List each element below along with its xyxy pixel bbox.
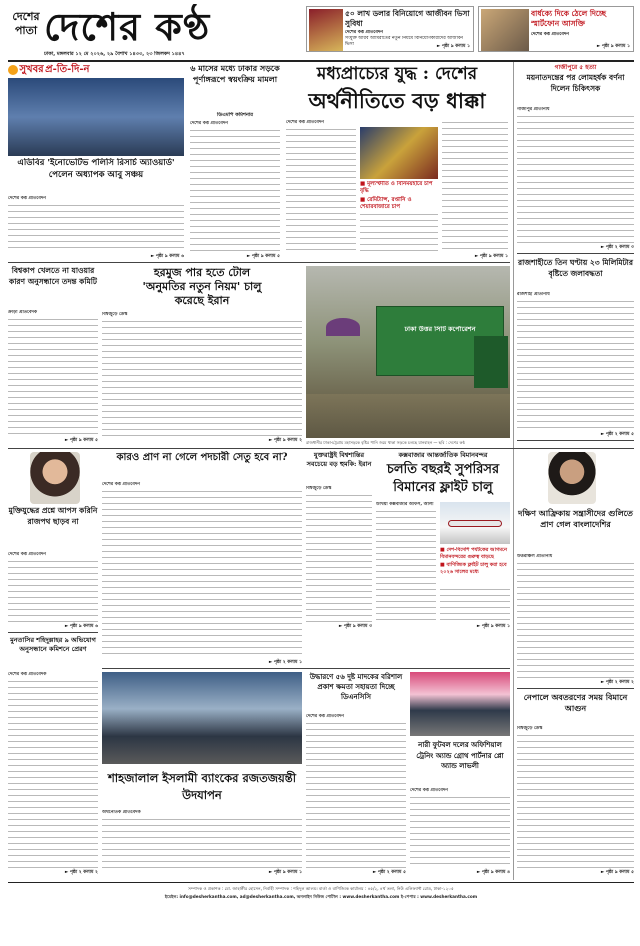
gazipur-body (517, 114, 634, 244)
bullet-icon: ■ (440, 547, 447, 553)
airport-continued[interactable]: ► পৃষ্ঠা ৯ কলাম ১ (476, 624, 510, 629)
truck-cabin (474, 336, 508, 388)
hormuz-headline-line3: করেছে ইরান (174, 294, 230, 307)
airplane-body (448, 520, 502, 527)
tagline-line1: দেশের (12, 10, 40, 23)
football-body (410, 795, 510, 869)
phone-image (481, 9, 529, 51)
nepal-source: বিশ্বজুড়ে ডেস্ক (517, 726, 543, 731)
sukhobor-body (8, 203, 184, 253)
dhaka-sub: ডিএমপি কমিশনার (216, 112, 254, 118)
sukhobor-continued[interactable]: ► পৃষ্ঠা ৯ কলাম ৬ (150, 254, 184, 259)
bridge-body (102, 489, 302, 659)
worldcup-source: ক্রীড়া প্রতিবেদক (8, 310, 37, 315)
sukhobor-label: সুখবর (19, 64, 44, 75)
bridge-continued[interactable]: ► পৃষ্ঠা ২ কলাম ১ (268, 660, 302, 665)
usiran-headline: যুক্তরাষ্ট্রই বিশ্বশান্তির সবচেয়ে বড় হুমকি: ইরান (306, 451, 372, 468)
masthead-title: দেশের কণ্ঠ (44, 4, 211, 49)
masthead-ad-box[interactable] (306, 6, 474, 52)
right-col-rule (513, 62, 514, 880)
bridge-headline: কারও প্রাণ না গেলে পদচারী সেতু হবে না? (116, 452, 288, 463)
sibl-continued[interactable]: ► পৃষ্ঠা ৯ কলাম ১ (268, 870, 302, 875)
lead-source: দেশের কণ্ঠ প্রতিবেদন (286, 120, 324, 125)
sun-icon (8, 65, 18, 75)
sukhobor-source: দেশের কণ্ঠ প্রতিবেদন (8, 196, 46, 201)
award-photo (8, 78, 184, 156)
freedom-body (8, 559, 98, 623)
lead-oil-graphic (360, 127, 438, 179)
gazipur-continued[interactable]: ► পৃষ্ঠা ২ কলাম ৩ (600, 245, 634, 250)
football-photo (410, 672, 510, 736)
airport-bullet-2: ■ বাণিজ্যিক ফ্লাইট চালু করা হবে ২০২৬ সালের মধ্যে (440, 562, 507, 575)
lead-bullet-1: ■ মূল্যস্ফীতি ও বিনিময়হারে চাপ বৃদ্ধি (360, 181, 433, 194)
airport-bullets (440, 547, 510, 585)
lead-headline-line1: মধ্যপ্রাচ্যের যুদ্ধ : দেশের (316, 64, 478, 84)
nepal-headline: নেপালে অবতরণের সময় বিমানে আগুন (523, 692, 628, 713)
hormuz-headline-line1: হরমুজ পার হতে টোল (153, 266, 251, 279)
tagline-line2: পাতা (14, 24, 38, 37)
airport-headline-line1: চলতি বছরই সুপরিসর (386, 462, 500, 477)
nepal-body (517, 733, 634, 869)
dnc-headline: উদ্ধারণে ৫৬ দুষ্ট মাদকের বরিশাল প্রকাশ ক্ষমতা সহায়তা দিচ্ছে ডিএনসিসি (309, 672, 403, 701)
lead-headline-line2: অর্থনীতিতে বড় ধাক্কা (308, 88, 486, 113)
ad2-source: দেশের কণ্ঠ প্রতিবেদন (531, 32, 569, 37)
airport-body-col1 (376, 509, 436, 623)
sukhobor-caption: এডিবির 'ইনোভেটিভ পলিসি রিসার্চ অ্যাওয়ার্ড' পেলেন অধ্যাপক আবু সঞ্চয় (17, 158, 175, 180)
worldcup-body (8, 317, 98, 437)
rajshahi-continued[interactable]: ► পৃষ্ঠা ২ কলাম ৫ (600, 432, 634, 437)
rajshahi-source: রাজশাহী প্রতিনিধি (517, 292, 550, 297)
usiran-continued[interactable]: ► পৃষ্ঠা ৯ কলাম ৩ (338, 624, 372, 629)
ec-body (8, 679, 98, 869)
ec-source: দেশের কণ্ঠ প্রতিবেদক (8, 672, 47, 677)
airport-kicker: কক্সবাজার আন্তর্জাতিক বিমানবন্দর (398, 451, 488, 459)
ad-source: দেশের কণ্ঠ প্রতিবেদন (345, 30, 383, 35)
mid-rule-1 (8, 448, 634, 449)
hormuz-source: বিশ্বজুড়ে ডেস্ক (102, 312, 128, 317)
sibl-headline: শাহজালাল ইসলামী ব্যাংকের রজতজয়ন্তী উদযাপন (108, 771, 296, 802)
lead-continued[interactable]: ► পৃষ্ঠা ৯ কলাম ১ (474, 254, 508, 259)
sibl-photo (102, 672, 302, 764)
airport-source: উখিয়া কক্সবাজার অফিস, আলী (376, 502, 434, 507)
dnc-source: দেশের কণ্ঠ প্রতিবেদন (306, 714, 344, 719)
ec-headline: মুনতাসির শহিদুল্লাহর ৯ অভিযোগ অনুসন্ধানে কমিশনে প্রেরণ (10, 636, 96, 653)
dhaka-continued[interactable]: ► পৃষ্ঠা ৯ কলাম ৫ (246, 254, 280, 259)
hormuz-body (102, 319, 302, 437)
dhaka-headline: ৬ মাসের মধ্যে ঢাকার সড়কে পূর্ণাঙ্গরূপে স্বয়ংক্রিয় মামলা (190, 63, 280, 84)
africa-headline: দক্ষিণ আফ্রিকায় সন্ত্রাসীদের গুলিতে প্রাণ গেল বাংলাদেশির (518, 508, 633, 529)
truck-sign: ঢাকা উত্তর সিটি কর্পোরেশন (404, 326, 476, 333)
sibl-source: অর্থনৈতিক প্রতিবেদক (102, 810, 141, 815)
dnc-continued[interactable]: ► পৃষ্ঠা ২ কলাম ৫ (372, 870, 406, 875)
gazipur-headline: ময়নাতদন্তের পর লোমহর্ষক বর্ণনা দিলেন চিকিৎসক (526, 73, 625, 93)
nepal-continued[interactable]: ► পৃষ্ঠা ৯ কলাম ৫ (600, 870, 634, 875)
ad-headline: ৫০ লাখ ডলার বিনিয়োগে আজীবন ভিসা সুবিধা (345, 9, 470, 28)
footer-line2: ইমেইল: info@desherkantha.com, ad@desherkantha.com, অনলাইন নিউজ পোর্টাল : www.desherkantha.com ই-পেপার : www.desherkantha.com (164, 894, 478, 899)
ad-continued[interactable]: ► পৃষ্ঠা ৯ কলাম ১ (436, 43, 470, 49)
sibl-body (102, 817, 302, 869)
masthead-tagline (10, 10, 42, 50)
ad-text: সংযুক্ত আরব আমিরাতের নতুন নিয়মে বিনিয়োগকারীদের আজীবন ভিসা (345, 36, 463, 46)
football-continued[interactable]: ► পৃষ্ঠা ৯ কলাম ৪ (476, 870, 510, 875)
freedom-source: দেশের কণ্ঠ প্রতিবেদন (8, 552, 46, 557)
bridge-source: দেশের কণ্ঠ প্রতিবেদন (102, 482, 140, 487)
dateline: ঢাকা, মঙ্গলবার ১২ মে ২০২৬, ২৯ বৈশাখ ১৪৩৩, ২৩ জিলকদ ১৪৪৭ (44, 51, 185, 57)
worldcup-headline: বিশ্বকাপ খেলতে না যাওয়ার কারণ অনুসন্ধানে তদন্ত কমিটি (9, 266, 97, 286)
umbrella (326, 318, 360, 336)
football-headline: নারী ফুটবল দলের অফিশিয়াল ট্রেনিং অ্যান্ড গ্রোথ পার্টনার প্লো অ্যান্ড লাভলী (416, 740, 504, 770)
gazipur-kicker: গাজীপুরে ৫ হত্যা (554, 64, 597, 71)
footer-line1: সম্পাদক ও প্রকাশক : মো. জাহাঙ্গীর হোসেন, নির্বাহী সম্পাদক : শহিদুল আলম। বার্তা ও বাণিজ্যিক কার্যালয় : ৪৫/২, ৪র্থ তলা, নিউ এলিফ্যান্ট রোড, ঢাকা-১২০৫ (188, 886, 454, 891)
airport-body-col2 (440, 587, 510, 623)
rajshahi-rule (517, 440, 634, 441)
africa-body (517, 561, 634, 679)
gazipur-rule (517, 253, 634, 254)
dhaka-body (190, 128, 280, 254)
rajshahi-headline: রাজশাহীতে তিন ঘণ্টায় ২৩ মিলিমিটার বৃষ্টিতে জলাবদ্ধতা (518, 258, 633, 278)
usiran-body (306, 493, 372, 623)
flood-water (306, 394, 510, 438)
freedom-continued[interactable]: ► পৃষ্ঠা ৯ কলাম ৬ (64, 624, 98, 629)
airport-bullet-1: ■ দেশ-বিদেশি পর্যটকের আগমনে বিমানবন্দরের গুরুত্ব বাড়ছে (440, 547, 508, 560)
africa-rule (517, 688, 634, 689)
masthead-ad2-box[interactable] (478, 6, 634, 52)
lead-body-col2 (360, 212, 438, 254)
bullet-icon: ■ (440, 562, 447, 568)
footer-rule (8, 882, 634, 883)
dnc-body (306, 721, 406, 869)
mid-rule-2 (102, 668, 510, 669)
hormuz-continued[interactable]: ► পৃষ্ঠা ৯ কলাম ২ (268, 438, 302, 443)
ad2-headline: বার্ধক্যে দিকে ঠেলে দিচ্ছে স্মার্টফোন আসক্তি (531, 9, 607, 28)
sukhobor-brand: প্র-তি-দি-ন (45, 64, 90, 75)
airport-headline-line2: বিমানের ফ্লাইট চালু (393, 480, 493, 495)
hormuz-headline-line2: 'অনুমতির নতুন নিয়ম' চালু (142, 280, 262, 293)
dhaka-source: দেশের কণ্ঠ প্রতিবেদন (190, 121, 228, 126)
rain-photo (306, 266, 510, 438)
bullet-icon: ■ (360, 181, 368, 187)
africa-source: উত্তরাঞ্চল প্রতিনিধি (517, 554, 553, 559)
bullet-icon: ■ (360, 197, 368, 203)
airplane-image (440, 502, 510, 544)
lead-bullets (360, 181, 438, 211)
worldcup-continued[interactable]: ► পৃষ্ঠা ৯ কলাম ৫ (64, 438, 98, 443)
lead-bullet-2: ■ রেমিট্যান্স, রপ্তানি ও শেয়ারবাজারে চাপ (360, 197, 412, 210)
rajshahi-body (517, 299, 634, 431)
freedom-headline: মুক্তিযুদ্ধের প্রশ্নে আপস করিনি রাজপথ ছাড়ব না (8, 506, 98, 526)
usiran-source: বিশ্বজুড়ে ডেস্ক (306, 486, 332, 491)
sukhobor-header (8, 63, 184, 76)
gazipur-source: গাজীপুর প্রতিনিধি (517, 107, 550, 112)
passport-image (309, 9, 343, 51)
freedom-portrait (30, 452, 80, 504)
lead-body-col1 (286, 127, 356, 254)
africa-continued[interactable]: ► পৃষ্ঠা ২ কলাম ২ (600, 680, 634, 685)
ec-continued[interactable]: ► পৃষ্ঠা ২ কলাম ২ (64, 870, 98, 875)
africa-portrait (548, 452, 596, 504)
rain-photo-caption: রাজধানীর ঢাকা-চট্টগ্রাম মহাসড়কে বৃষ্টির পানি জমে থাকা সড়কে চলছে যানবাহন — ছবি : দেশের কণ্ঠ (306, 440, 466, 445)
lead-body-col3 (442, 120, 508, 254)
ad2-continued[interactable]: ► পৃষ্ঠা ৯ কলাম ১ (596, 43, 630, 49)
top-section-rule (8, 262, 510, 263)
football-source: দেশের কণ্ঠ প্রতিবেদন (410, 788, 448, 793)
freedom-rule (8, 632, 98, 633)
